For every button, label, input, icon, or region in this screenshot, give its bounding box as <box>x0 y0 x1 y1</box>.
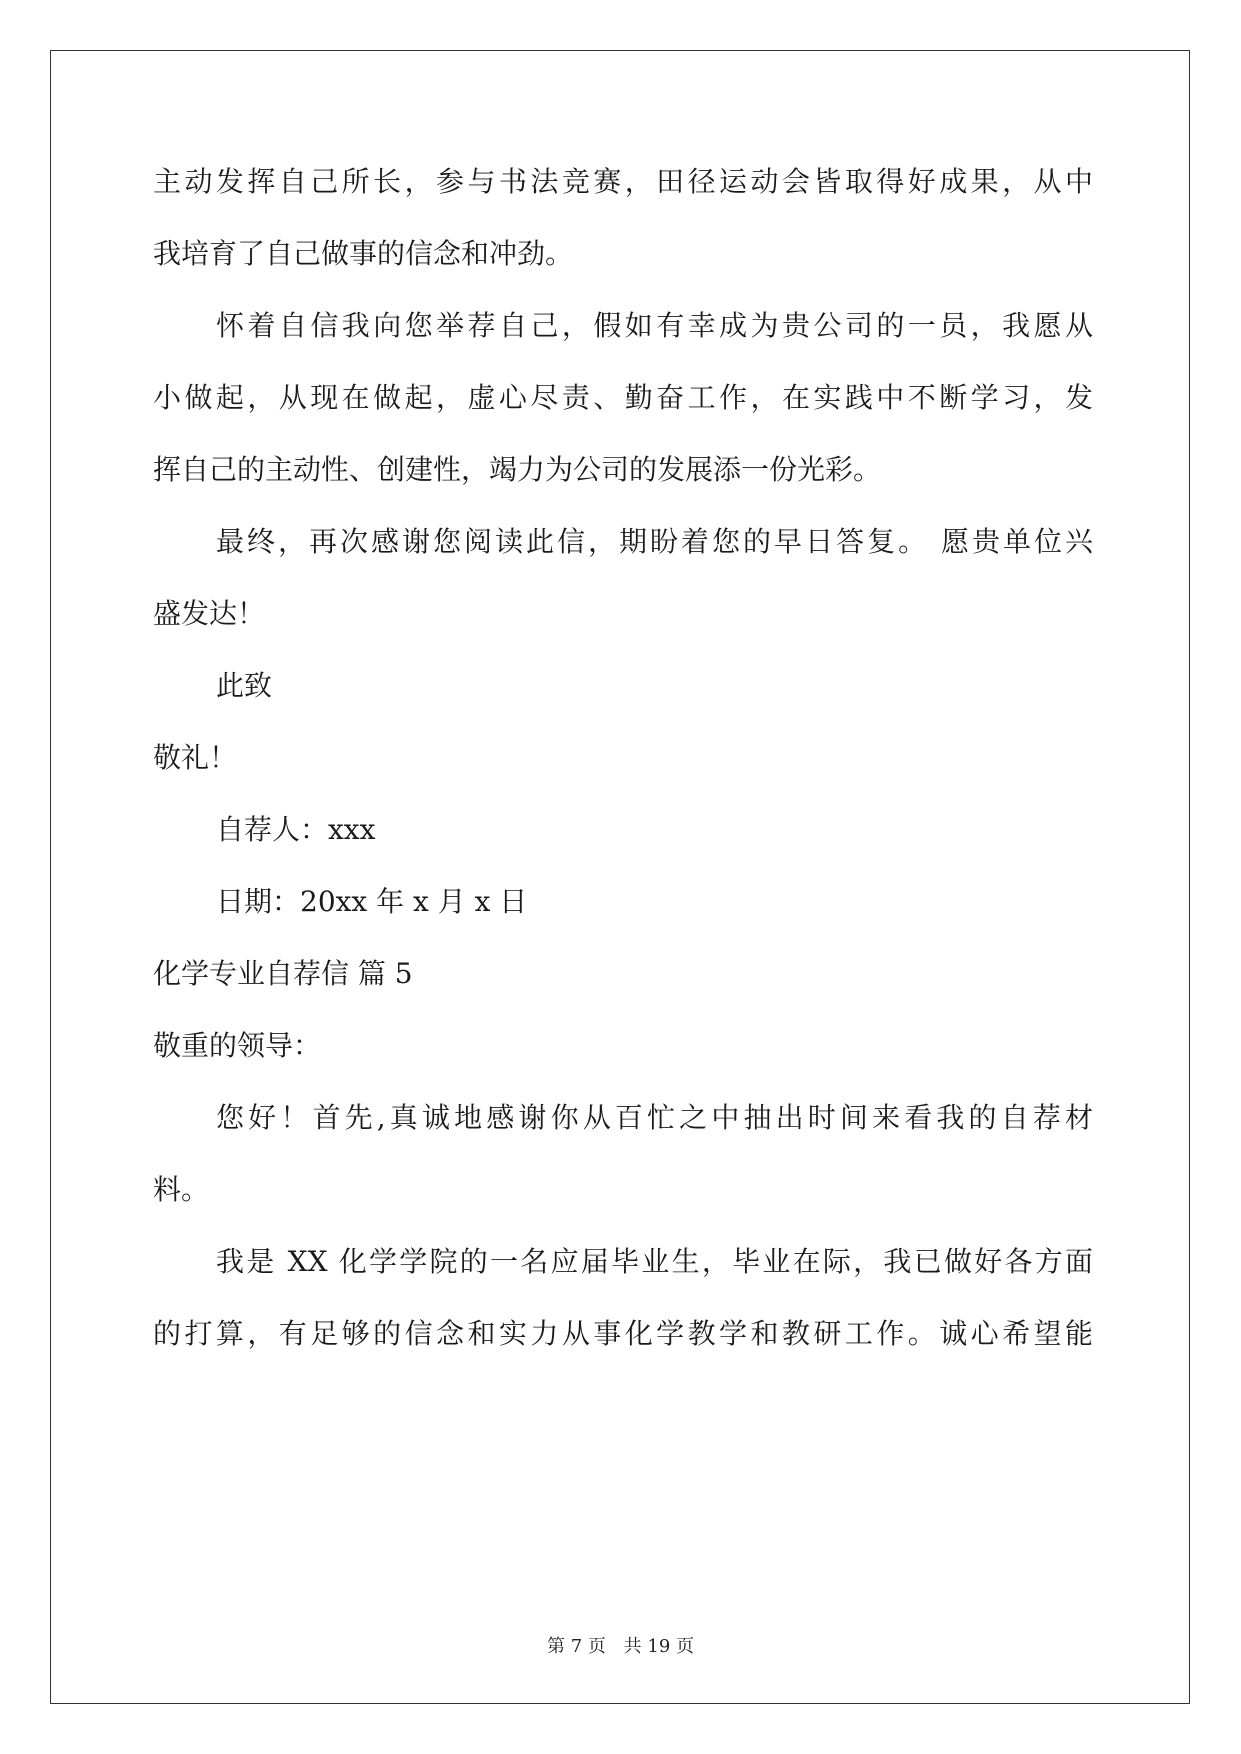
text-line: 我培育了自己做事的信念和冲劲。 <box>153 237 574 270</box>
page-total: 共 19 页 <box>623 1636 694 1657</box>
closing-salutation: 此致 <box>216 669 273 702</box>
page-number: 第 7 页 <box>547 1636 606 1657</box>
text-line: 料。 <box>153 1173 210 1206</box>
section-title: 化学专业自荐信 篇 5 <box>153 957 413 990</box>
page-footer <box>0 1635 1241 1659</box>
text-line: 小做起，从现在做起，虚心尽责、勤奋工作，在实践中不断学习，发 <box>153 381 1093 414</box>
text-line: 您好！首先,真诚地感谢你从百忙之中抽出时间来看我的自荐材 <box>216 1101 1093 1134</box>
text-line: 盛发达！ <box>153 597 266 630</box>
text-line: 怀着自信我向您举荐自己，假如有幸成为贵公司的一员，我愿从 <box>216 309 1093 342</box>
text-line: 我是 XX 化学学院的一名应届毕业生，毕业在际，我已做好各方面 <box>216 1245 1093 1278</box>
text-line: 的打算，有足够的信念和实力从事化学教学和教研工作。诚心希望能 <box>153 1317 1093 1350</box>
date-line: 日期：20xx 年 x 月 x 日 <box>216 885 528 918</box>
greeting: 敬重的领导： <box>153 1029 322 1062</box>
page-border <box>50 50 1190 1704</box>
text-line: 挥自己的主动性、创建性，竭力为公司的发展添一份光彩。 <box>153 453 882 486</box>
closing-regards: 敬礼！ <box>153 741 238 774</box>
text-line: 最终，再次感谢您阅读此信，期盼着您的早日答复。 愿贵单位兴 <box>216 525 1093 558</box>
text-line: 主动发挥自己所长，参与书法竞赛，田径运动会皆取得好成果，从中 <box>153 165 1093 198</box>
signature-line: 自荐人：xxx <box>216 813 376 846</box>
